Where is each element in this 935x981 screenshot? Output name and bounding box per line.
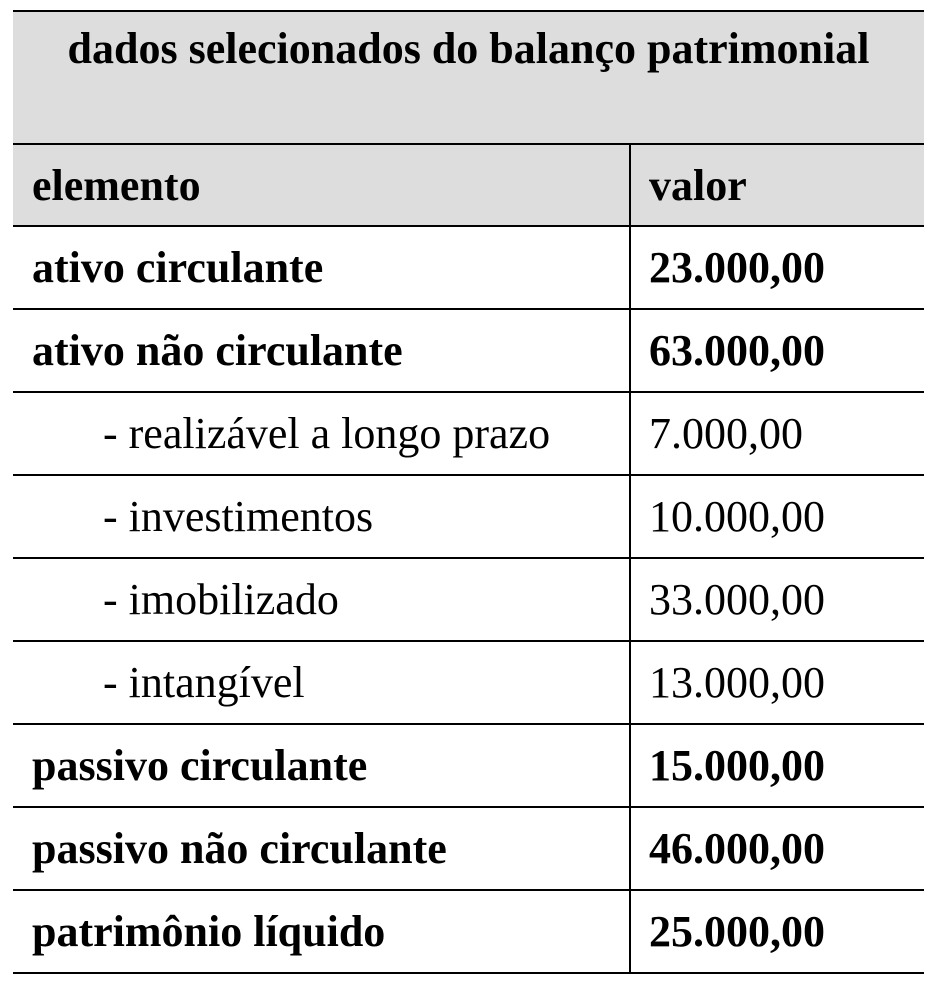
row-value: 63.000,00 [630,309,924,392]
table-row [13,392,924,475]
balance-sheet-table [13,10,924,974]
row-value: 25.000,00 [630,890,924,973]
row-value: 10.000,00 [630,475,924,558]
table-row [13,724,924,807]
row-value: 23.000,00 [630,226,924,309]
row-value: 7.000,00 [630,392,924,475]
row-value: 33.000,00 [630,558,924,641]
table-title-row [13,11,924,144]
table-header-row [13,144,924,226]
row-label: - investimentos [13,475,630,558]
column-header-element: elemento [13,144,630,226]
row-value: 13.000,00 [630,641,924,724]
table-row [13,558,924,641]
row-label: passivo circulante [13,724,630,807]
table-row [13,309,924,392]
row-label: patrimônio líquido [13,890,630,973]
row-label: - imobilizado [13,558,630,641]
row-value: 46.000,00 [630,807,924,890]
table-row [13,807,924,890]
table-row [13,641,924,724]
table-row [13,226,924,309]
row-label: ativo não circulante [13,309,630,392]
row-label: - intangível [13,641,630,724]
row-label: passivo não circulante [13,807,630,890]
table-title: dados selecionados do balanço patrimonial [13,11,924,144]
row-value: 15.000,00 [630,724,924,807]
table-row [13,890,924,973]
column-header-value: valor [630,144,924,226]
row-label: - realizável a longo prazo [13,392,630,475]
table-row [13,475,924,558]
row-label: ativo circulante [13,226,630,309]
